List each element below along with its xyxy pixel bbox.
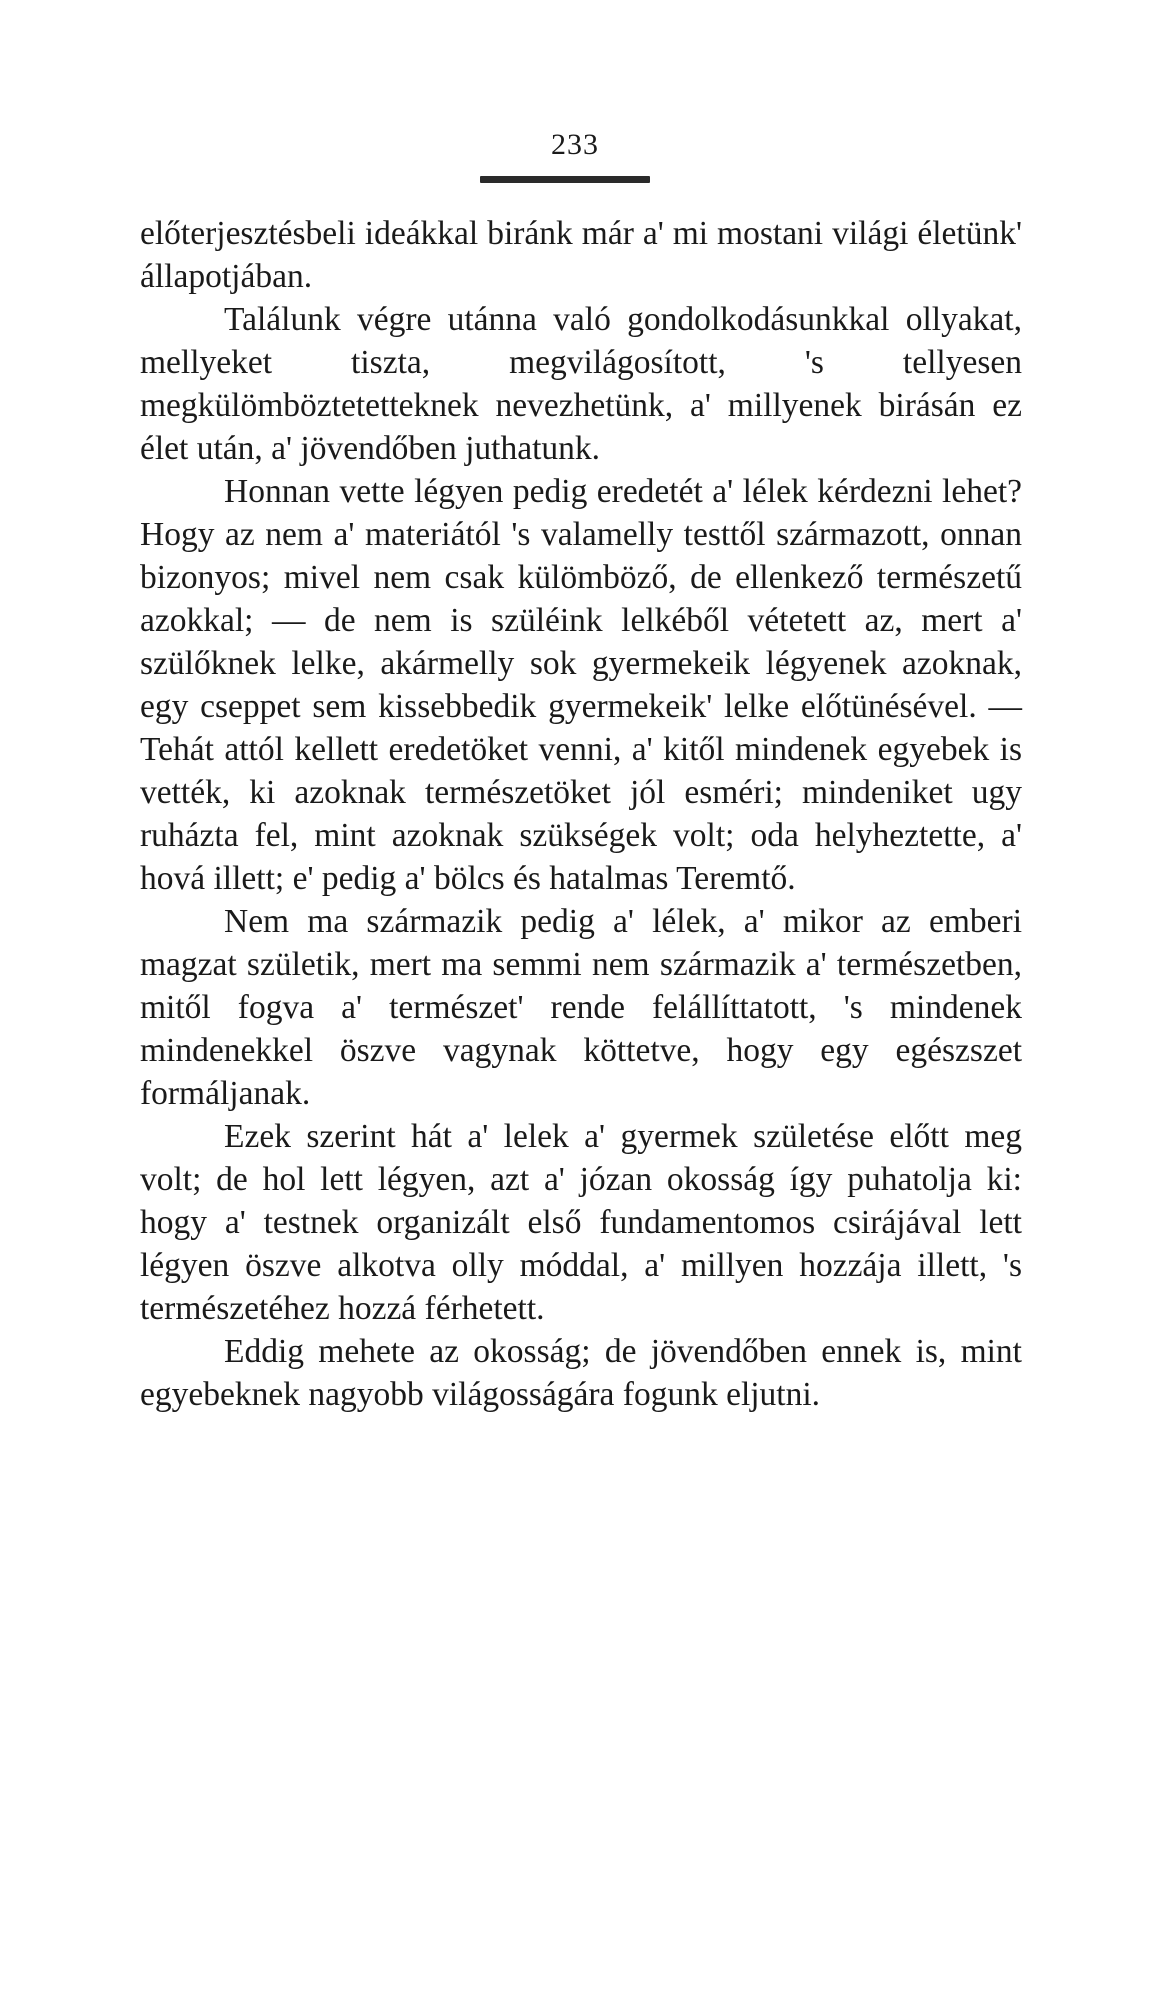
paragraph-6: Eddig mehete az okosság; de jövendőben ennek is, mint egyebeknek nagyobb világosságára fogunk eljutni. (140, 1333, 1022, 1413)
header-rule (480, 176, 650, 183)
page-number: 233 (551, 128, 599, 161)
paragraph-2: Találunk végre utánna való gondolkodásunkkal ollyakat, mellyeket tiszta, megvilágosított, 's tellyesen megkülömböztetetteknek nevezhetünk, a' millyenek birásán ez élet után, a' jövendőben juthatunk. (140, 301, 1022, 467)
paragraph-5: Ezek szerint hát a' lelek a' gyermek születése előtt meg volt; de hol lett légyen, azt a' józan okosság így puhatolja ki: hogy a' testnek organizált első fundamentomos csirájával lett légyen öszve alkotva olly móddal, a' millyen hozzája illett, 's természetéhez hozzá férhetett. (140, 1118, 1022, 1327)
paragraph-4: Nem ma származik pedig a' lélek, a' mikor az emberi magzat születik, mert ma semmi nem származik a' természetben, mitől fogva a' természet' rende felállíttatott, 's mindenek mindenekkel öszve vagynak köttetve, hogy egy egészszet formáljanak. (140, 903, 1022, 1112)
paragraph-1: előterjesztésbeli ideákkal biránk már a' mi mostani világi életünk' állapotjában. (140, 215, 1022, 295)
body-text (140, 212, 1022, 1416)
paragraph-3: Honnan vette légyen pedig eredetét a' lélek kérdezni lehet? Hogy az nem a' materiától 's valamelly testtől származott, onnan bizonyos; mivel nem csak külömböző, de ellenkező természetű azokkal; — de nem is szüléink lelkéből vétetett az, mert a' szülőknek lelke, akármelly sok gyermekeik légyenek azoknak, egy cseppet sem kissebbedik gyermekeik' lelke előtünésével. — Tehát attól kellett eredetöket venni, a' kitől mindenek egyebek is vették, ki azoknak természetöket jól esméri; mindeniket ugy ruházta fel, mint azoknak szükségek volt; oda helyheztette, a' hová illett; e' pedig a' bölcs és hatalmas Teremtő. (140, 473, 1022, 897)
